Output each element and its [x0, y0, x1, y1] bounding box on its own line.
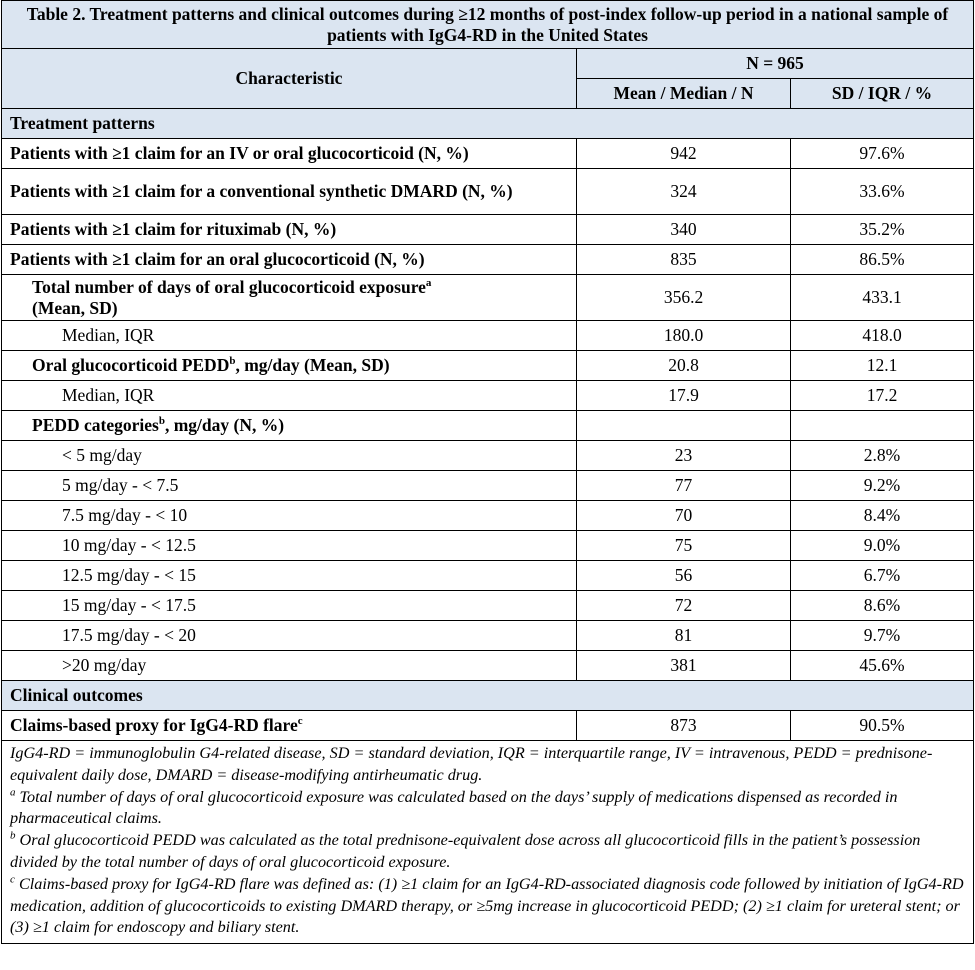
table-row	[2, 351, 974, 381]
row-value-1: 942	[577, 139, 791, 169]
row-value-2: 9.0%	[791, 531, 974, 561]
row-value-2: 9.2%	[791, 471, 974, 501]
row-label: Patients with ≥1 claim for a conventional synthetic DMARD (N, %)	[2, 169, 577, 215]
table-row	[2, 621, 974, 651]
row-label: Patients with ≥1 claim for an IV or oral glucocorticoid (N, %)	[2, 139, 577, 169]
table-row	[2, 245, 974, 275]
table-row	[2, 321, 974, 351]
row-label: Claims-based proxy for IgG4-RD flare$^c$	[2, 711, 577, 741]
row-value-1: 77	[577, 471, 791, 501]
table-row	[2, 169, 974, 215]
table-title: Table 2. Treatment patterns and clinical outcomes during ≥12 months of post-index follow-up period in a national sample of patients with IgG4-RD in the United States	[2, 1, 974, 49]
row-value-2: 90.5%	[791, 711, 974, 741]
header-n-total: N = 965	[577, 49, 974, 79]
table-row	[2, 441, 974, 471]
row-value-1: 75	[577, 531, 791, 561]
row-label: 15 mg/day - < 17.5	[2, 591, 577, 621]
row-label: 12.5 mg/day - < 15	[2, 561, 577, 591]
header-col-mean: Mean / Median / N	[577, 79, 791, 109]
row-value-1: 20.8	[577, 351, 791, 381]
table-row	[2, 139, 974, 169]
row-value-1: 17.9	[577, 381, 791, 411]
row-value-2: 433.1	[791, 275, 974, 321]
row-value-2: 45.6%	[791, 651, 974, 681]
row-label: Patients with ≥1 claim for an oral glucocorticoid (N, %)	[2, 245, 577, 275]
row-label: Patients with ≥1 claim for rituximab (N, %)	[2, 215, 577, 245]
footnote-c: $^c$ Claims-based proxy for IgG4-RD flare was defined as: (1) ≥1 claim for an IgG4-RD-associated diagnosis code followed by initiation of IgG4-RD medication, addition of glucocorticoids to existing DMARD therapy, or ≥5mg increase in glucocorticoid PEDD; (2) ≥1 claim for ureteral stent; or (3) ≥1 claim for endoscopy and biliary stent.	[10, 873, 964, 937]
row-value-1: 72	[577, 591, 791, 621]
table-row	[2, 711, 974, 741]
row-value-1: 873	[577, 711, 791, 741]
table-row	[2, 471, 974, 501]
header-characteristic: Characteristic	[2, 49, 577, 109]
row-value-2: 418.0	[791, 321, 974, 351]
row-value-1: 381	[577, 651, 791, 681]
row-value-1: 180.0	[577, 321, 791, 351]
row-value-2: 9.7%	[791, 621, 974, 651]
row-value-1	[577, 411, 791, 441]
row-label: Median, IQR	[2, 381, 577, 411]
row-label: Median, IQR	[2, 321, 577, 351]
footnote-marker: b	[229, 355, 236, 368]
table-row	[2, 651, 974, 681]
table-row	[2, 381, 974, 411]
footnote-marker: b	[158, 415, 165, 428]
table-row	[2, 561, 974, 591]
row-value-2: 17.2	[791, 381, 974, 411]
table-footnotes	[2, 741, 974, 944]
footnote-a: $^a$ Total number of days of oral glucocorticoid exposure was calculated based on the days’ supply of medications dispensed as recorded in pharmaceutical claims.	[10, 786, 898, 828]
row-value-1: 340	[577, 215, 791, 245]
table-row	[2, 591, 974, 621]
footnote-abbreviations: IgG4-RD = immunoglobulin G4-related disease, SD = standard deviation, IQR = interquartile range, IV = intravenous, PEDD = prednisone-equivalent daily dose, DMARD = disease-modifying antirheumatic drug.	[10, 744, 933, 784]
row-label: < 5 mg/day	[2, 441, 577, 471]
row-value-2: 86.5%	[791, 245, 974, 275]
table-row	[2, 411, 974, 441]
results-table	[1, 0, 974, 944]
row-value-2: 8.6%	[791, 591, 974, 621]
table-row	[2, 215, 974, 245]
footnote-b: $^b$ Oral glucocorticoid PEDD was calculated as the total prednisone-equivalent dose across all glucocorticoid fills in the patient’s possession divided by the total number of days of oral glucocorticoid exposure.	[10, 829, 921, 871]
row-value-2: 97.6%	[791, 139, 974, 169]
section-treatment-patterns: Treatment patterns	[2, 109, 974, 139]
row-label: Oral glucocorticoid PEDD$^b$, mg/day (Mean, SD)	[2, 351, 577, 381]
row-value-1: 56	[577, 561, 791, 591]
row-label: 17.5 mg/day - < 20	[2, 621, 577, 651]
row-label: >20 mg/day	[2, 651, 577, 681]
row-label: 10 mg/day - < 12.5	[2, 531, 577, 561]
row-value-2: 2.8%	[791, 441, 974, 471]
row-value-1: 23	[577, 441, 791, 471]
row-value-1: 835	[577, 245, 791, 275]
footnote-marker: a	[425, 276, 432, 289]
table-row	[2, 501, 974, 531]
row-value-2	[791, 411, 974, 441]
row-value-1: 70	[577, 501, 791, 531]
section-clinical-outcomes: Clinical outcomes	[2, 681, 974, 711]
row-label: PEDD categories$^b$, mg/day (N, %)	[2, 411, 577, 441]
row-value-2: 35.2%	[791, 215, 974, 245]
footnote-marker: c	[297, 715, 303, 728]
row-value-2: 12.1	[791, 351, 974, 381]
row-label: 7.5 mg/day - < 10	[2, 501, 577, 531]
table-row	[2, 531, 974, 561]
row-value-2: 6.7%	[791, 561, 974, 591]
row-value-2: 8.4%	[791, 501, 974, 531]
row-value-1: 356.2	[577, 275, 791, 321]
header-col-sd: SD / IQR / %	[791, 79, 974, 109]
row-label: 5 mg/day - < 7.5	[2, 471, 577, 501]
row-label: Total number of days of oral glucocorticoid exposure$^a$ (Mean, SD)	[2, 275, 577, 321]
row-value-1: 324	[577, 169, 791, 215]
row-value-1: 81	[577, 621, 791, 651]
row-value-2: 33.6%	[791, 169, 974, 215]
table-row	[2, 275, 974, 321]
